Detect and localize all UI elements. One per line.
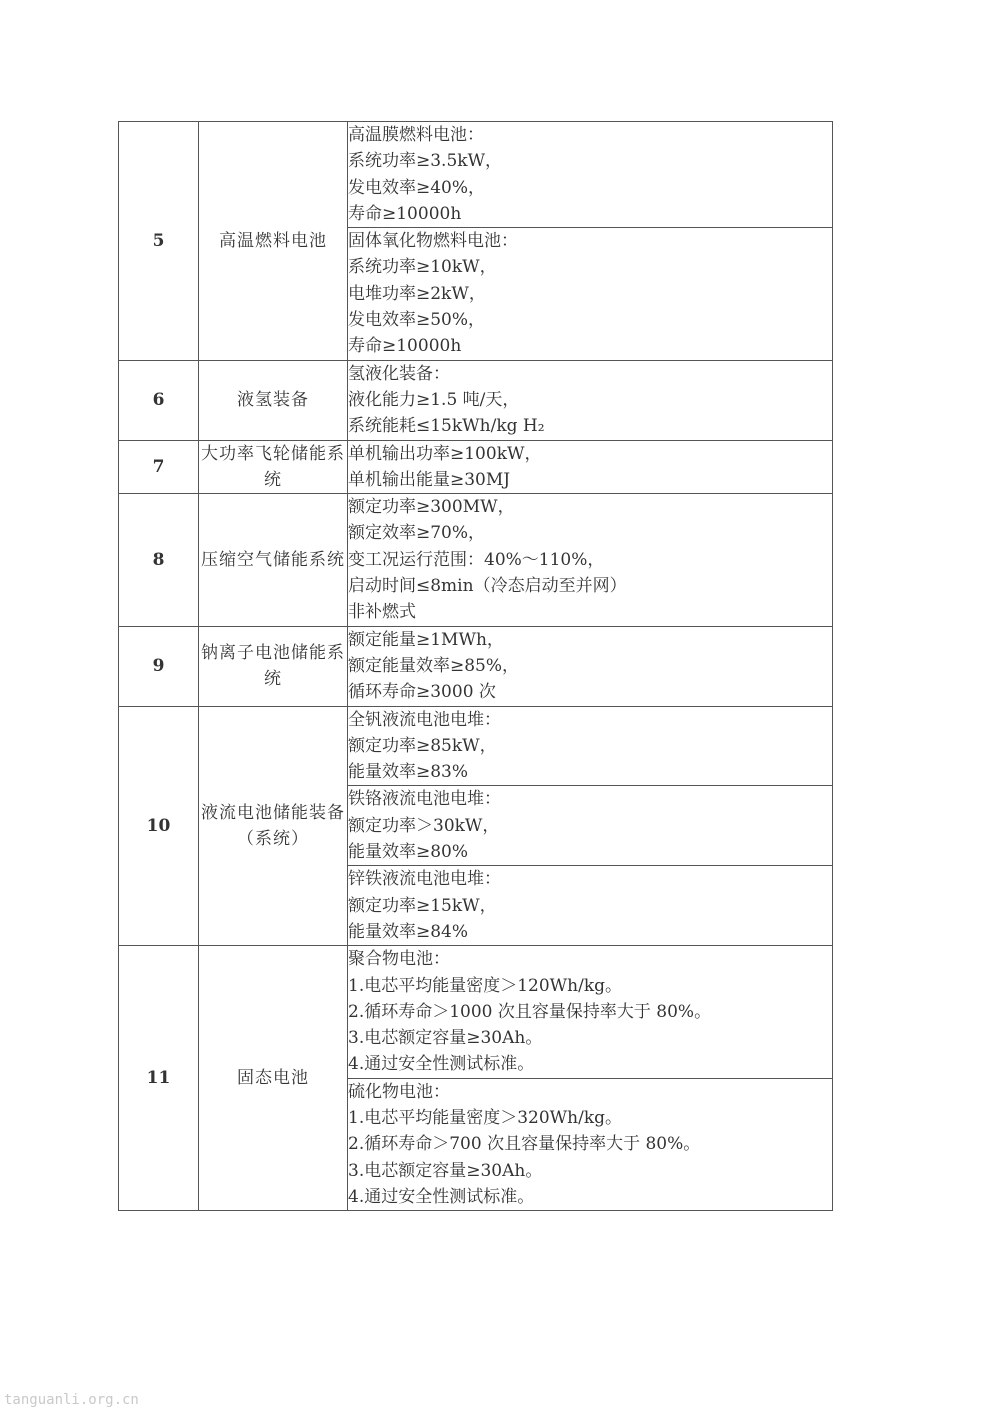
spec-line: 1.电芯平均能量密度＞120Wh/kg。 <box>348 975 622 996</box>
spec-line: 额定能量≥1MWh， <box>348 629 504 650</box>
equipment-spec-table <box>118 121 833 1211</box>
spec-line: 额定能量效率≥85%， <box>348 655 520 676</box>
spec-line: 能量效率≥83% <box>348 762 469 783</box>
spec-line: 发电效率≥50%， <box>348 310 486 331</box>
row-number: 6 <box>119 360 199 440</box>
spec-line: 4.通过安全性测试标准。 <box>348 1054 535 1075</box>
spec-cell <box>348 786 833 866</box>
spec-cell <box>348 440 833 494</box>
spec-line: 固体氧化物燃料电池： <box>348 231 518 252</box>
equipment-name: 液流电池储能装备（系统） <box>199 706 348 946</box>
row-number: 9 <box>119 626 199 706</box>
table-row <box>119 626 833 706</box>
spec-line: 锌铁液流电池电堆： <box>348 869 501 890</box>
spec-line: 启动时间≤8min（冷态启动至并网） <box>348 576 627 597</box>
table-row <box>119 946 833 1078</box>
spec-line: 额定功率≥300MW， <box>348 497 515 518</box>
row-number: 5 <box>119 122 199 361</box>
site-watermark: tanguanli.org.cn <box>4 1392 139 1408</box>
spec-cell <box>348 228 833 360</box>
spec-line: 系统能耗≤15kWh/kg H₂ <box>348 416 545 437</box>
spec-line: 发电效率≥40%， <box>348 177 486 198</box>
spec-line: 硫化物电池： <box>348 1081 450 1102</box>
table-row <box>119 122 833 228</box>
spec-cell <box>348 706 833 786</box>
spec-line: 4.通过安全性测试标准。 <box>348 1186 535 1207</box>
row-number: 11 <box>119 946 199 1211</box>
spec-line: 3.电芯额定容量≥30Ah。 <box>348 1028 543 1049</box>
spec-cell <box>348 122 833 228</box>
table-row <box>119 440 833 494</box>
equipment-name: 高温燃料电池 <box>199 122 348 361</box>
spec-line: 铁铬液流电池电堆： <box>348 789 501 810</box>
row-number: 7 <box>119 440 199 494</box>
spec-line: 单机输出能量≥30MJ <box>348 469 511 490</box>
spec-line: 额定效率≥70%， <box>348 523 486 544</box>
spec-cell <box>348 494 833 626</box>
spec-line: 2.循环寿命＞1000 次且容量保持率大于 80%。 <box>348 1001 712 1022</box>
equipment-name: 压缩空气储能系统 <box>199 494 348 626</box>
spec-line: 寿命≥10000h <box>348 203 462 224</box>
spec-line: 能量效率≥80% <box>348 842 469 863</box>
spec-line: 额定功率≥15kW， <box>348 895 497 916</box>
spec-line: 氢液化装备： <box>348 363 450 384</box>
equipment-name: 液氢装备 <box>199 360 348 440</box>
spec-line: 变工况运行范围：40%～110%， <box>348 549 605 570</box>
spec-line: 循环寿命≥3000 次 <box>348 682 496 703</box>
spec-line: 全钒液流电池电堆： <box>348 709 501 730</box>
spec-line: 1.电芯平均能量密度＞320Wh/kg。 <box>348 1107 622 1128</box>
spec-line: 系统功率≥10kW， <box>348 257 497 278</box>
spec-cell <box>348 866 833 946</box>
spec-line: 聚合物电池： <box>348 949 450 970</box>
spec-line: 额定功率≥85kW， <box>348 735 497 756</box>
spec-line: 能量效率≥84% <box>348 921 469 942</box>
table-row <box>119 706 833 786</box>
spec-line: 非补燃式 <box>348 602 416 623</box>
spec-cell <box>348 626 833 706</box>
spec-line: 电堆功率≥2kW， <box>348 283 486 304</box>
row-number: 8 <box>119 494 199 626</box>
equipment-name: 固态电池 <box>199 946 348 1211</box>
table-body <box>119 122 833 1211</box>
spec-line: 高温膜燃料电池： <box>348 125 484 145</box>
spec-line: 单机输出功率≥100kW， <box>348 443 542 464</box>
row-number: 10 <box>119 706 199 946</box>
table-row <box>119 494 833 626</box>
equipment-name: 大功率飞轮储能系统 <box>199 440 348 494</box>
spec-cell <box>348 1078 833 1210</box>
spec-line: 液化能力≥1.5 吨/天， <box>348 389 520 410</box>
equipment-name: 钠离子电池储能系统 <box>199 626 348 706</box>
spec-line: 系统功率≥3.5kW， <box>348 151 503 172</box>
spec-cell <box>348 946 833 1078</box>
spec-line: 3.电芯额定容量≥30Ah。 <box>348 1160 543 1181</box>
spec-line: 2.循环寿命＞700 次且容量保持率大于 80%。 <box>348 1134 701 1155</box>
spec-cell <box>348 360 833 440</box>
spec-line: 寿命≥10000h <box>348 336 462 357</box>
table-row <box>119 360 833 440</box>
spec-line: 额定功率＞30kW， <box>348 815 500 836</box>
